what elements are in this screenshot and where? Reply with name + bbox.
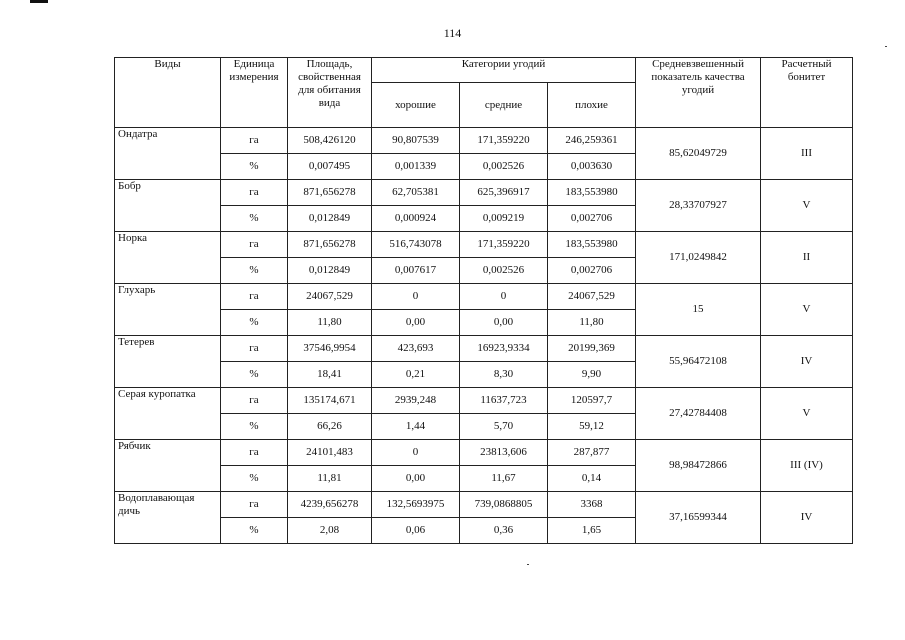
value-cell: 183,553980 — [548, 180, 636, 206]
table-row — [115, 388, 853, 414]
page-number: 114 — [443, 26, 462, 40]
value-cell: 132,5693975 — [372, 492, 460, 518]
value-cell: 135174,671 — [288, 388, 372, 414]
value-cell: 516,743078 — [372, 232, 460, 258]
unit-cell: % — [221, 466, 288, 492]
value-cell: 0,012849 — [288, 206, 372, 232]
weighted-value: 98,98472866 — [636, 440, 761, 492]
value-cell: 246,259361 — [548, 128, 636, 154]
bonitet-value: V — [761, 388, 853, 440]
table-row — [115, 284, 853, 310]
value-cell: 37546,9954 — [288, 336, 372, 362]
value-cell: 0,007617 — [372, 258, 460, 284]
value-cell: 66,26 — [288, 414, 372, 440]
value-cell: 8,30 — [460, 362, 548, 388]
weighted-value: 27,42784408 — [636, 388, 761, 440]
value-cell: 2939,248 — [372, 388, 460, 414]
unit-cell: га — [221, 232, 288, 258]
unit-cell: га — [221, 284, 288, 310]
species-name: Норка — [115, 232, 221, 284]
header-row — [115, 58, 853, 83]
value-cell: 3368 — [548, 492, 636, 518]
unit-cell: га — [221, 336, 288, 362]
species-name: Бобр — [115, 180, 221, 232]
value-cell: 171,359220 — [460, 128, 548, 154]
value-cell: 0 — [372, 440, 460, 466]
table-row — [115, 128, 853, 154]
header-poor: плохие — [548, 83, 636, 128]
unit-cell: % — [221, 362, 288, 388]
value-cell: 183,553980 — [548, 232, 636, 258]
weighted-value: 171,0249842 — [636, 232, 761, 284]
species-name: Рябчик — [115, 440, 221, 492]
value-cell: 0,00 — [372, 466, 460, 492]
bonitet-value: III (IV) — [761, 440, 853, 492]
header-unit: Единица измерения — [221, 58, 288, 128]
table-row — [115, 232, 853, 258]
unit-cell: га — [221, 492, 288, 518]
value-cell: 16923,9334 — [460, 336, 548, 362]
value-cell: 171,359220 — [460, 232, 548, 258]
header-species: Виды — [115, 58, 221, 128]
header-bonitet: Расчетный бонитет — [761, 58, 853, 128]
value-cell: 0,21 — [372, 362, 460, 388]
value-cell: 0 — [460, 284, 548, 310]
value-cell: 0,000924 — [372, 206, 460, 232]
species-name: Ондатра — [115, 128, 221, 180]
table-body — [115, 128, 853, 544]
weighted-value: 55,96472108 — [636, 336, 761, 388]
unit-cell: га — [221, 128, 288, 154]
header-good: хорошие — [372, 83, 460, 128]
species-name: Тетерев — [115, 336, 221, 388]
value-cell: 1,65 — [548, 518, 636, 544]
species-name: Глухарь — [115, 284, 221, 336]
value-cell: 4239,656278 — [288, 492, 372, 518]
value-cell: 120597,7 — [548, 388, 636, 414]
unit-cell: га — [221, 180, 288, 206]
unit-cell: га — [221, 388, 288, 414]
unit-cell: % — [221, 258, 288, 284]
weighted-value: 37,16599344 — [636, 492, 761, 544]
unit-cell: % — [221, 414, 288, 440]
weighted-value: 85,62049729 — [636, 128, 761, 180]
weighted-value: 15 — [636, 284, 761, 336]
bonitet-value: IV — [761, 492, 853, 544]
unit-cell: % — [221, 154, 288, 180]
value-cell: 11,67 — [460, 466, 548, 492]
value-cell: 24101,483 — [288, 440, 372, 466]
header-weighted: Средневзвешенный показатель качества угодий — [636, 58, 761, 128]
header-area: Площадь, свойственная для обитания вида — [288, 58, 372, 128]
value-cell: 5,70 — [460, 414, 548, 440]
value-cell: 11,81 — [288, 466, 372, 492]
value-cell: 1,44 — [372, 414, 460, 440]
value-cell: 0,002526 — [460, 154, 548, 180]
value-cell: 0,00 — [460, 310, 548, 336]
value-cell: 0,002526 — [460, 258, 548, 284]
value-cell: 287,877 — [548, 440, 636, 466]
unit-cell: % — [221, 518, 288, 544]
value-cell: 0,001339 — [372, 154, 460, 180]
value-cell: 423,693 — [372, 336, 460, 362]
bonitet-value: V — [761, 284, 853, 336]
table-row — [115, 180, 853, 206]
bonitet-value: IV — [761, 336, 853, 388]
table-row — [115, 492, 853, 518]
value-cell: 23813,606 — [460, 440, 548, 466]
value-cell: 62,705381 — [372, 180, 460, 206]
header-categories: Категории угодий — [372, 58, 636, 83]
table-row — [115, 440, 853, 466]
corner-mark — [30, 0, 48, 3]
habitat-quality-table — [114, 57, 853, 544]
scan-speck — [885, 46, 887, 47]
value-cell: 0,36 — [460, 518, 548, 544]
value-cell: 0,14 — [548, 466, 636, 492]
value-cell: 0,06 — [372, 518, 460, 544]
table-row — [115, 336, 853, 362]
value-cell: 2,08 — [288, 518, 372, 544]
value-cell: 0,012849 — [288, 258, 372, 284]
value-cell: 508,426120 — [288, 128, 372, 154]
value-cell: 24067,529 — [288, 284, 372, 310]
value-cell: 24067,529 — [548, 284, 636, 310]
header-medium: средние — [460, 83, 548, 128]
species-name: Водоплавающая дичь — [115, 492, 221, 544]
value-cell: 0,00 — [372, 310, 460, 336]
value-cell: 90,807539 — [372, 128, 460, 154]
value-cell: 0,002706 — [548, 206, 636, 232]
value-cell: 59,12 — [548, 414, 636, 440]
value-cell: 739,0868805 — [460, 492, 548, 518]
weighted-value: 28,33707927 — [636, 180, 761, 232]
value-cell: 0,007495 — [288, 154, 372, 180]
value-cell: 0,002706 — [548, 258, 636, 284]
value-cell: 18,41 — [288, 362, 372, 388]
unit-cell: % — [221, 310, 288, 336]
species-name: Серая куропатка — [115, 388, 221, 440]
value-cell: 0,009219 — [460, 206, 548, 232]
value-cell: 871,656278 — [288, 232, 372, 258]
bonitet-value: V — [761, 180, 853, 232]
scan-speck — [527, 564, 529, 565]
value-cell: 0 — [372, 284, 460, 310]
bonitet-value: II — [761, 232, 853, 284]
value-cell: 11,80 — [288, 310, 372, 336]
unit-cell: га — [221, 440, 288, 466]
value-cell: 625,396917 — [460, 180, 548, 206]
value-cell: 11637,723 — [460, 388, 548, 414]
value-cell: 20199,369 — [548, 336, 636, 362]
bonitet-value: III — [761, 128, 853, 180]
unit-cell: % — [221, 206, 288, 232]
value-cell: 9,90 — [548, 362, 636, 388]
value-cell: 871,656278 — [288, 180, 372, 206]
value-cell: 11,80 — [548, 310, 636, 336]
value-cell: 0,003630 — [548, 154, 636, 180]
